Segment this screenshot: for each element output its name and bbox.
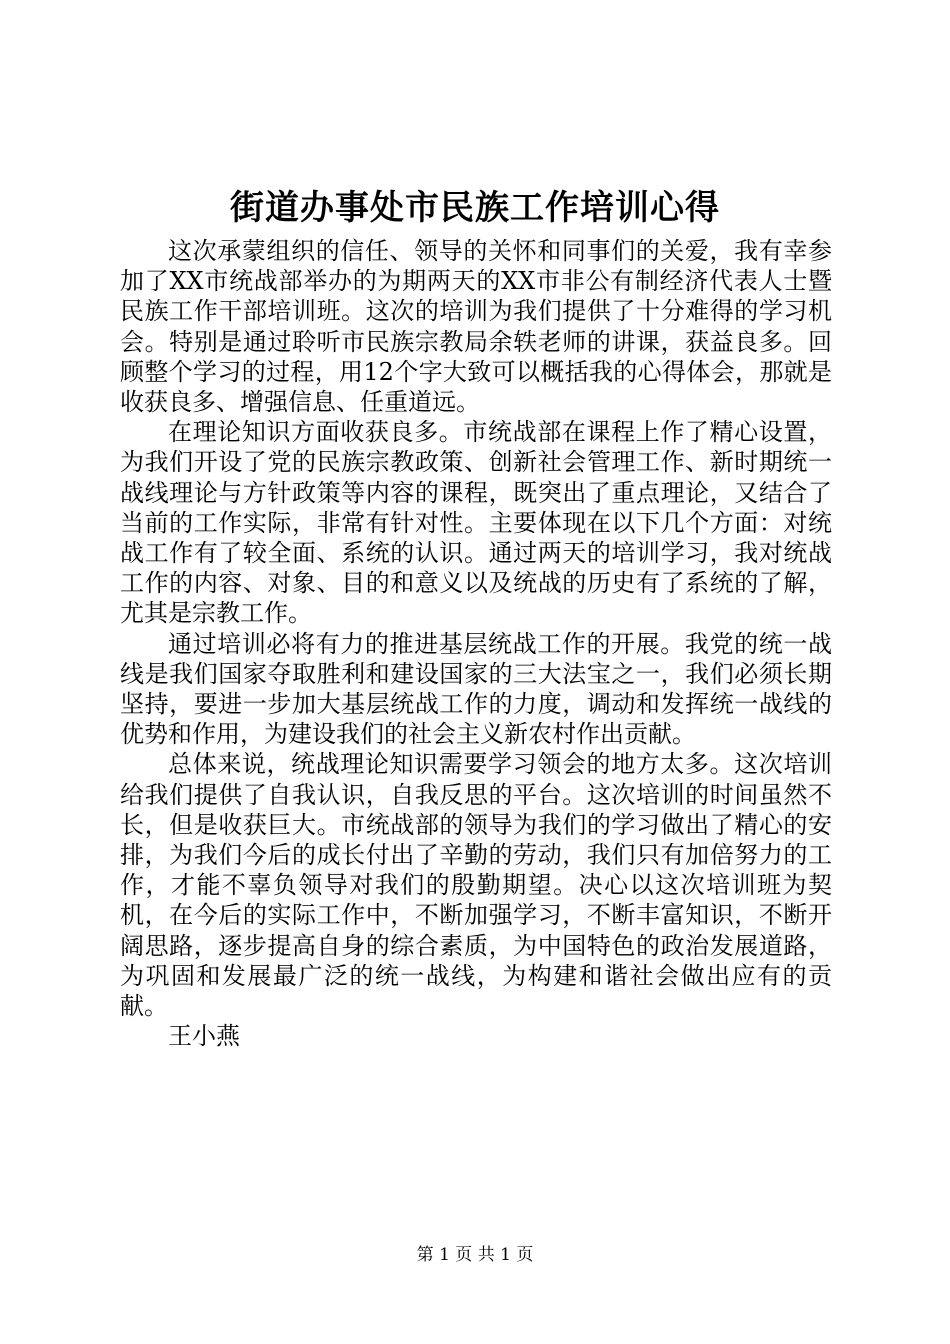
- paragraph-4: 总体来说，统战理论知识需要学习领会的地方太多。这次培训给我们提供了自我认识，自我反思的平台。这次培训的时间虽然不长，但是收获巨大。市统战部的领导为我们的学习做出了精心的安排，为我们今后的成长付出了辛勤的劳动，我们只有加倍努力的工作，才能不辜负领导对我们的殷勤期望。决心以这次培训班为契机，在今后的实际工作中，不断加强学习，不断丰富知识，不断开阔思路，逐步提高自身的综合素质，为中国特色的政治发展道路，为巩固和发展最广泛的统一战线，为构建和谐社会做出应有的贡献。: [120, 750, 832, 1021]
- document-title: 街道办事处市民族工作培训心得: [230, 188, 720, 228]
- paragraph-2: 在理论知识方面收获良多。市统战部在课程上作了精心设置，为我们开设了党的民族宗教政策、创新社会管理工作、新时期统一战线理论与方针政策等内容的课程，既突出了重点理论，又结合了当前的工作实际，非常有针对性。主要体现在以下几个方面：对统战工作有了较全面、系统的认识。通过两天的培训学习，我对统战工作的内容、对象、目的和意义以及统战的历史有了系统的了解，尤其是宗教工作。: [120, 418, 832, 628]
- author-signature: 王小燕: [168, 1022, 240, 1051]
- document-body: [120, 236, 832, 1051]
- paragraph-1: 这次承蒙组织的信任、领导的关怀和同事们的关爱，我有幸参加了XX市统战部举办的为期两天的XX市非公有制经济代表人士暨民族工作干部培训班。这次的培训为我们提供了十分难得的学习机会。特别是通过聆听市民族宗教局余轶老师的讲课，获益良多。回顾整个学习的过程，用12个字大致可以概括我的心得体会，那就是收获良多、增强信息、任重道远。: [120, 237, 832, 417]
- paragraph-3: 通过培训必将有力的推进基层统战工作的开展。我党的统一战线是我们国家夺取胜利和建设国家的三大法宝之一，我们必须长期坚持，要进一步加大基层统战工作的力度，调动和发挥统一战线的优势和作用，为建设我们的社会主义新农村作出贡献。: [120, 629, 832, 749]
- page-number-footer: 第 1 页 共 1 页: [416, 1245, 534, 1265]
